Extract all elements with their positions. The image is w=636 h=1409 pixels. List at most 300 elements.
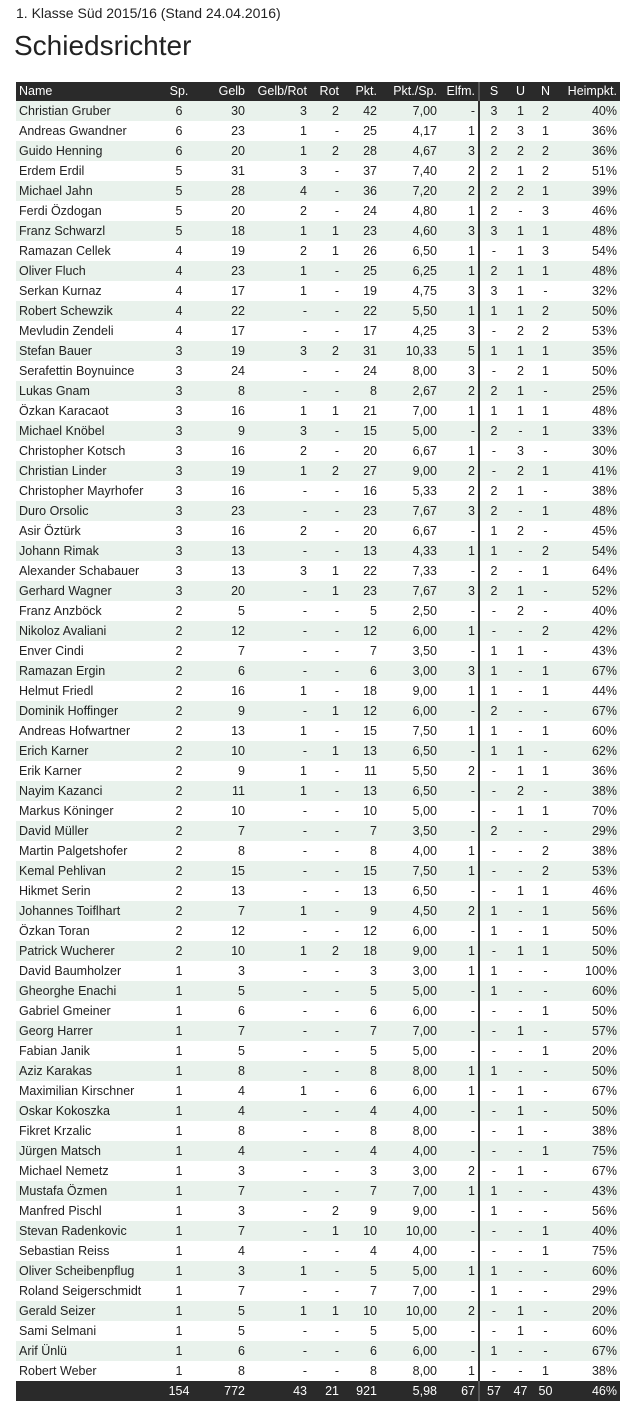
cell-red: 2 bbox=[310, 101, 342, 121]
cell-wins: 1 bbox=[479, 341, 508, 361]
table-row bbox=[16, 441, 620, 461]
cell-points-per-game: 6,67 bbox=[380, 521, 440, 541]
cell-draws: - bbox=[508, 841, 533, 861]
cell-name: Hikmet Serin bbox=[16, 881, 156, 901]
cell-wins: 1 bbox=[479, 1341, 508, 1361]
cell-name: Asir Öztürk bbox=[16, 521, 156, 541]
cell-wins: 2 bbox=[479, 141, 508, 161]
table-row bbox=[16, 541, 620, 561]
cell-penalties: - bbox=[440, 1101, 479, 1121]
cell-draws: - bbox=[508, 661, 533, 681]
cell-games: 5 bbox=[156, 181, 202, 201]
cell-yellow-red: 1 bbox=[248, 941, 310, 961]
cell-penalties: - bbox=[440, 781, 479, 801]
cell-yellow-red: 1 bbox=[248, 1261, 310, 1281]
cell-draws: - bbox=[508, 501, 533, 521]
cell-games: 2 bbox=[156, 781, 202, 801]
cell-wins: 2 bbox=[479, 561, 508, 581]
cell-penalties: 1 bbox=[440, 201, 479, 221]
cell-yellow: 7 bbox=[202, 1181, 248, 1201]
cell-games: 3 bbox=[156, 581, 202, 601]
cell-red: 1 bbox=[310, 581, 342, 601]
cell-yellow: 19 bbox=[202, 341, 248, 361]
cell-draws: - bbox=[508, 1001, 533, 1021]
cell-red: - bbox=[310, 1141, 342, 1161]
cell-losses: 2 bbox=[533, 841, 558, 861]
cell-yellow-red: - bbox=[248, 1161, 310, 1181]
cell-draws: - bbox=[508, 721, 533, 741]
table-row bbox=[16, 1041, 620, 1061]
cell-points: 13 bbox=[342, 541, 380, 561]
cell-yellow: 3 bbox=[202, 1201, 248, 1221]
cell-yellow: 9 bbox=[202, 421, 248, 441]
cell-home-points: 44% bbox=[558, 681, 620, 701]
cell-penalties: - bbox=[440, 101, 479, 121]
cell-home-points: 51% bbox=[558, 161, 620, 181]
cell-name: Christian Linder bbox=[16, 461, 156, 481]
cell-games: 3 bbox=[156, 441, 202, 461]
cell-draws: 1 bbox=[508, 741, 533, 761]
cell-home-points: 48% bbox=[558, 221, 620, 241]
cell-points: 18 bbox=[342, 941, 380, 961]
cell-penalties: 2 bbox=[440, 161, 479, 181]
cell-red: 1 bbox=[310, 701, 342, 721]
cell-red: - bbox=[310, 501, 342, 521]
cell-yellow-red: - bbox=[248, 581, 310, 601]
col-header-draws[interactable]: U bbox=[508, 82, 533, 101]
cell-points: 22 bbox=[342, 301, 380, 321]
cell-wins: - bbox=[479, 1041, 508, 1061]
table-row bbox=[16, 761, 620, 781]
cell-losses: - bbox=[533, 1341, 558, 1361]
cell-points: 5 bbox=[342, 1321, 380, 1341]
total-games: 154 bbox=[156, 1381, 202, 1401]
cell-points: 12 bbox=[342, 621, 380, 641]
cell-games: 2 bbox=[156, 661, 202, 681]
cell-name: Franz Anzböck bbox=[16, 601, 156, 621]
cell-yellow-red: 2 bbox=[248, 201, 310, 221]
cell-yellow: 5 bbox=[202, 981, 248, 1001]
table-row bbox=[16, 201, 620, 221]
cell-yellow: 8 bbox=[202, 381, 248, 401]
cell-wins: 1 bbox=[479, 981, 508, 1001]
cell-penalties: - bbox=[440, 1341, 479, 1361]
cell-wins: 2 bbox=[479, 181, 508, 201]
cell-name: Ramazan Cellek bbox=[16, 241, 156, 261]
cell-penalties: - bbox=[440, 641, 479, 661]
cell-red: - bbox=[310, 121, 342, 141]
cell-name: Oliver Fluch bbox=[16, 261, 156, 281]
cell-red: - bbox=[310, 721, 342, 741]
cell-penalties: 1 bbox=[440, 941, 479, 961]
col-header-name[interactable]: Name bbox=[16, 82, 156, 101]
cell-draws: 2 bbox=[508, 181, 533, 201]
col-header-penalties[interactable]: Elfm. bbox=[440, 82, 479, 101]
cell-games: 1 bbox=[156, 1021, 202, 1041]
cell-draws: 1 bbox=[508, 341, 533, 361]
table-row bbox=[16, 181, 620, 201]
cell-wins: - bbox=[479, 321, 508, 341]
cell-yellow: 12 bbox=[202, 621, 248, 641]
cell-points: 21 bbox=[342, 401, 380, 421]
table-row bbox=[16, 1201, 620, 1221]
cell-home-points: 41% bbox=[558, 461, 620, 481]
cell-penalties: 2 bbox=[440, 181, 479, 201]
cell-losses: - bbox=[533, 1321, 558, 1341]
cell-home-points: 50% bbox=[558, 1001, 620, 1021]
cell-home-points: 20% bbox=[558, 1041, 620, 1061]
cell-yellow-red: 1 bbox=[248, 901, 310, 921]
cell-wins: 2 bbox=[479, 381, 508, 401]
cell-penalties: - bbox=[440, 821, 479, 841]
cell-draws: - bbox=[508, 1341, 533, 1361]
cell-games: 1 bbox=[156, 1361, 202, 1381]
cell-red: - bbox=[310, 201, 342, 221]
cell-losses: 2 bbox=[533, 141, 558, 161]
cell-red: - bbox=[310, 1241, 342, 1261]
cell-penalties: - bbox=[440, 1241, 479, 1261]
cell-losses: - bbox=[533, 521, 558, 541]
cell-name: Nikoloz Avaliani bbox=[16, 621, 156, 641]
cell-points-per-game: 7,33 bbox=[380, 561, 440, 581]
cell-games: 1 bbox=[156, 1201, 202, 1221]
cell-penalties: - bbox=[440, 601, 479, 621]
cell-home-points: 29% bbox=[558, 821, 620, 841]
cell-yellow-red: - bbox=[248, 1101, 310, 1121]
cell-yellow-red: - bbox=[248, 741, 310, 761]
cell-name: Erik Karner bbox=[16, 761, 156, 781]
cell-name: Lukas Gnam bbox=[16, 381, 156, 401]
cell-points: 12 bbox=[342, 921, 380, 941]
cell-games: 4 bbox=[156, 281, 202, 301]
cell-penalties: 1 bbox=[440, 1061, 479, 1081]
cell-home-points: 48% bbox=[558, 501, 620, 521]
cell-points-per-game: 5,50 bbox=[380, 301, 440, 321]
cell-name: Stefan Bauer bbox=[16, 341, 156, 361]
cell-home-points: 62% bbox=[558, 741, 620, 761]
cell-losses: - bbox=[533, 1201, 558, 1221]
cell-draws: - bbox=[508, 921, 533, 941]
cell-name: Robert Schewzik bbox=[16, 301, 156, 321]
cell-red: - bbox=[310, 681, 342, 701]
cell-name: Dominik Hoffinger bbox=[16, 701, 156, 721]
cell-points: 20 bbox=[342, 441, 380, 461]
cell-home-points: 35% bbox=[558, 341, 620, 361]
cell-yellow: 3 bbox=[202, 1161, 248, 1181]
cell-losses: 2 bbox=[533, 161, 558, 181]
cell-points-per-game: 3,00 bbox=[380, 661, 440, 681]
cell-red: - bbox=[310, 1321, 342, 1341]
cell-name: Markus Köninger bbox=[16, 801, 156, 821]
cell-draws: - bbox=[508, 1061, 533, 1081]
cell-red: - bbox=[310, 301, 342, 321]
cell-points: 23 bbox=[342, 221, 380, 241]
cell-points: 12 bbox=[342, 701, 380, 721]
cell-points-per-game: 10,00 bbox=[380, 1221, 440, 1241]
cell-games: 1 bbox=[156, 1261, 202, 1281]
cell-wins: - bbox=[479, 761, 508, 781]
cell-games: 5 bbox=[156, 161, 202, 181]
cell-games: 6 bbox=[156, 101, 202, 121]
cell-home-points: 54% bbox=[558, 541, 620, 561]
cell-losses: 1 bbox=[533, 941, 558, 961]
cell-games: 2 bbox=[156, 761, 202, 781]
cell-yellow: 5 bbox=[202, 1321, 248, 1341]
cell-red: 1 bbox=[310, 1301, 342, 1321]
cell-yellow-red: - bbox=[248, 881, 310, 901]
cell-losses: 1 bbox=[533, 341, 558, 361]
cell-losses: 2 bbox=[533, 541, 558, 561]
cell-losses: 1 bbox=[533, 921, 558, 941]
cell-points: 10 bbox=[342, 1301, 380, 1321]
cell-points-per-game: 5,00 bbox=[380, 801, 440, 821]
cell-wins: 1 bbox=[479, 541, 508, 561]
cell-penalties: 3 bbox=[440, 661, 479, 681]
cell-name: Oliver Scheibenpflug bbox=[16, 1261, 156, 1281]
cell-losses: 1 bbox=[533, 901, 558, 921]
cell-name: Helmut Friedl bbox=[16, 681, 156, 701]
cell-losses: 1 bbox=[533, 361, 558, 381]
table-row bbox=[16, 601, 620, 621]
cell-yellow-red: 1 bbox=[248, 781, 310, 801]
cell-red: - bbox=[310, 661, 342, 681]
cell-draws: 1 bbox=[508, 101, 533, 121]
col-header-red[interactable]: Rot bbox=[310, 82, 342, 101]
cell-yellow-red: 2 bbox=[248, 521, 310, 541]
cell-yellow-red: 1 bbox=[248, 721, 310, 741]
cell-name: Gheorghe Enachi bbox=[16, 981, 156, 1001]
cell-draws: 2 bbox=[508, 141, 533, 161]
cell-games: 5 bbox=[156, 221, 202, 241]
cell-home-points: 48% bbox=[558, 401, 620, 421]
cell-red: - bbox=[310, 761, 342, 781]
cell-games: 1 bbox=[156, 1341, 202, 1361]
cell-points: 6 bbox=[342, 1341, 380, 1361]
total-yellow-red: 43 bbox=[248, 1381, 310, 1401]
cell-red: - bbox=[310, 521, 342, 541]
cell-points-per-game: 7,40 bbox=[380, 161, 440, 181]
table-row bbox=[16, 121, 620, 141]
cell-losses: 1 bbox=[533, 261, 558, 281]
col-header-points-per-game[interactable]: Pkt./Sp. bbox=[380, 82, 440, 101]
cell-games: 2 bbox=[156, 641, 202, 661]
cell-points-per-game: 3,50 bbox=[380, 821, 440, 841]
cell-yellow: 10 bbox=[202, 741, 248, 761]
cell-penalties: 3 bbox=[440, 141, 479, 161]
cell-red: - bbox=[310, 961, 342, 981]
cell-home-points: 38% bbox=[558, 781, 620, 801]
cell-yellow: 4 bbox=[202, 1141, 248, 1161]
cell-red: - bbox=[310, 861, 342, 881]
cell-draws: 1 bbox=[508, 1081, 533, 1101]
cell-yellow-red: - bbox=[248, 1321, 310, 1341]
cell-name: Sami Selmani bbox=[16, 1321, 156, 1341]
cell-yellow-red: - bbox=[248, 1121, 310, 1141]
cell-losses: 3 bbox=[533, 241, 558, 261]
cell-points: 37 bbox=[342, 161, 380, 181]
cell-penalties: - bbox=[440, 981, 479, 1001]
cell-games: 4 bbox=[156, 301, 202, 321]
cell-yellow-red: 1 bbox=[248, 681, 310, 701]
cell-losses: - bbox=[533, 1301, 558, 1321]
cell-points: 5 bbox=[342, 1041, 380, 1061]
col-header-losses[interactable]: N bbox=[533, 82, 558, 101]
cell-home-points: 56% bbox=[558, 901, 620, 921]
cell-wins: 1 bbox=[479, 1281, 508, 1301]
table-row bbox=[16, 1061, 620, 1081]
cell-losses: - bbox=[533, 381, 558, 401]
cell-draws: 1 bbox=[508, 261, 533, 281]
cell-draws: - bbox=[508, 201, 533, 221]
cell-yellow-red: - bbox=[248, 381, 310, 401]
cell-points-per-game: 5,00 bbox=[380, 1041, 440, 1061]
cell-games: 1 bbox=[156, 1041, 202, 1061]
cell-draws: 1 bbox=[508, 301, 533, 321]
cell-wins: 2 bbox=[479, 261, 508, 281]
cell-wins: - bbox=[479, 1241, 508, 1261]
cell-points-per-game: 4,80 bbox=[380, 201, 440, 221]
cell-name: Andreas Hofwartner bbox=[16, 721, 156, 741]
cell-home-points: 67% bbox=[558, 661, 620, 681]
cell-draws: - bbox=[508, 621, 533, 641]
cell-red: - bbox=[310, 981, 342, 1001]
cell-red: - bbox=[310, 1101, 342, 1121]
cell-points-per-game: 7,50 bbox=[380, 721, 440, 741]
cell-name: Ramazan Ergin bbox=[16, 661, 156, 681]
col-header-yellow-red[interactable]: Gelb/Rot bbox=[248, 82, 310, 101]
cell-yellow: 13 bbox=[202, 881, 248, 901]
cell-red: - bbox=[310, 801, 342, 821]
table-row bbox=[16, 481, 620, 501]
cell-games: 1 bbox=[156, 1281, 202, 1301]
cell-home-points: 56% bbox=[558, 1201, 620, 1221]
table-row bbox=[16, 461, 620, 481]
table-row bbox=[16, 1161, 620, 1181]
cell-home-points: 60% bbox=[558, 721, 620, 741]
table-row bbox=[16, 341, 620, 361]
col-header-wins[interactable]: S bbox=[479, 82, 508, 101]
cell-points: 4 bbox=[342, 1101, 380, 1121]
cell-draws: - bbox=[508, 561, 533, 581]
cell-draws: 2 bbox=[508, 521, 533, 541]
cell-draws: - bbox=[508, 1041, 533, 1061]
cell-points: 15 bbox=[342, 861, 380, 881]
cell-points-per-game: 4,33 bbox=[380, 541, 440, 561]
cell-points: 24 bbox=[342, 361, 380, 381]
cell-home-points: 67% bbox=[558, 1341, 620, 1361]
col-header-yellow[interactable]: Gelb bbox=[202, 82, 248, 101]
cell-home-points: 38% bbox=[558, 1361, 620, 1381]
cell-name: Johannes Toiflhart bbox=[16, 901, 156, 921]
col-header-home-points[interactable]: Heimpkt. bbox=[558, 82, 620, 101]
cell-losses: - bbox=[533, 821, 558, 841]
cell-points: 20 bbox=[342, 521, 380, 541]
cell-losses: 1 bbox=[533, 221, 558, 241]
table-row bbox=[16, 281, 620, 301]
cell-losses: - bbox=[533, 1261, 558, 1281]
table-row bbox=[16, 901, 620, 921]
cell-games: 3 bbox=[156, 501, 202, 521]
cell-wins: - bbox=[479, 461, 508, 481]
cell-points: 23 bbox=[342, 501, 380, 521]
cell-yellow: 12 bbox=[202, 921, 248, 941]
cell-penalties: 3 bbox=[440, 361, 479, 381]
cell-points-per-game: 7,00 bbox=[380, 101, 440, 121]
cell-points-per-game: 6,00 bbox=[380, 701, 440, 721]
cell-points: 13 bbox=[342, 881, 380, 901]
cell-games: 2 bbox=[156, 621, 202, 641]
cell-games: 2 bbox=[156, 741, 202, 761]
table-row bbox=[16, 381, 620, 401]
cell-losses: - bbox=[533, 1181, 558, 1201]
cell-yellow: 22 bbox=[202, 301, 248, 321]
cell-penalties: 2 bbox=[440, 761, 479, 781]
cell-wins: 1 bbox=[479, 681, 508, 701]
table-row bbox=[16, 241, 620, 261]
cell-yellow: 23 bbox=[202, 501, 248, 521]
cell-points: 17 bbox=[342, 321, 380, 341]
cell-draws: - bbox=[508, 861, 533, 881]
total-label bbox=[16, 1381, 156, 1401]
cell-yellow: 3 bbox=[202, 961, 248, 981]
cell-games: 3 bbox=[156, 361, 202, 381]
table-row bbox=[16, 221, 620, 241]
cell-points-per-game: 5,00 bbox=[380, 421, 440, 441]
cell-yellow-red: - bbox=[248, 1061, 310, 1081]
cell-yellow: 13 bbox=[202, 721, 248, 741]
cell-red: - bbox=[310, 441, 342, 461]
col-header-games[interactable]: Sp. bbox=[156, 82, 202, 101]
cell-games: 2 bbox=[156, 901, 202, 921]
total-wins: 57 bbox=[479, 1381, 508, 1401]
cell-home-points: 50% bbox=[558, 1101, 620, 1121]
col-header-points[interactable]: Pkt. bbox=[342, 82, 380, 101]
cell-penalties: - bbox=[440, 521, 479, 541]
cell-penalties: - bbox=[440, 1021, 479, 1041]
cell-points: 5 bbox=[342, 601, 380, 621]
table-row bbox=[16, 1301, 620, 1321]
cell-games: 1 bbox=[156, 1101, 202, 1121]
cell-draws: - bbox=[508, 1261, 533, 1281]
total-losses: 50 bbox=[533, 1381, 558, 1401]
cell-losses: - bbox=[533, 1081, 558, 1101]
cell-draws: 1 bbox=[508, 1021, 533, 1041]
table-row bbox=[16, 781, 620, 801]
cell-yellow-red: 1 bbox=[248, 221, 310, 241]
cell-red: - bbox=[310, 621, 342, 641]
cell-points: 8 bbox=[342, 1121, 380, 1141]
cell-points-per-game: 6,50 bbox=[380, 241, 440, 261]
cell-home-points: 52% bbox=[558, 581, 620, 601]
cell-yellow-red: - bbox=[248, 921, 310, 941]
cell-home-points: 43% bbox=[558, 641, 620, 661]
cell-home-points: 42% bbox=[558, 621, 620, 641]
cell-yellow: 4 bbox=[202, 1101, 248, 1121]
cell-points-per-game: 6,50 bbox=[380, 781, 440, 801]
cell-penalties: 1 bbox=[440, 1261, 479, 1281]
cell-penalties: 3 bbox=[440, 321, 479, 341]
cell-wins: 1 bbox=[479, 1181, 508, 1201]
cell-name: Manfred Pischl bbox=[16, 1201, 156, 1221]
cell-wins: 1 bbox=[479, 721, 508, 741]
cell-wins: 2 bbox=[479, 501, 508, 521]
cell-yellow-red: 1 bbox=[248, 281, 310, 301]
cell-games: 3 bbox=[156, 541, 202, 561]
table-header-row bbox=[16, 82, 620, 101]
cell-red: - bbox=[310, 881, 342, 901]
cell-points: 7 bbox=[342, 1021, 380, 1041]
cell-name: Christopher Mayrhofer bbox=[16, 481, 156, 501]
